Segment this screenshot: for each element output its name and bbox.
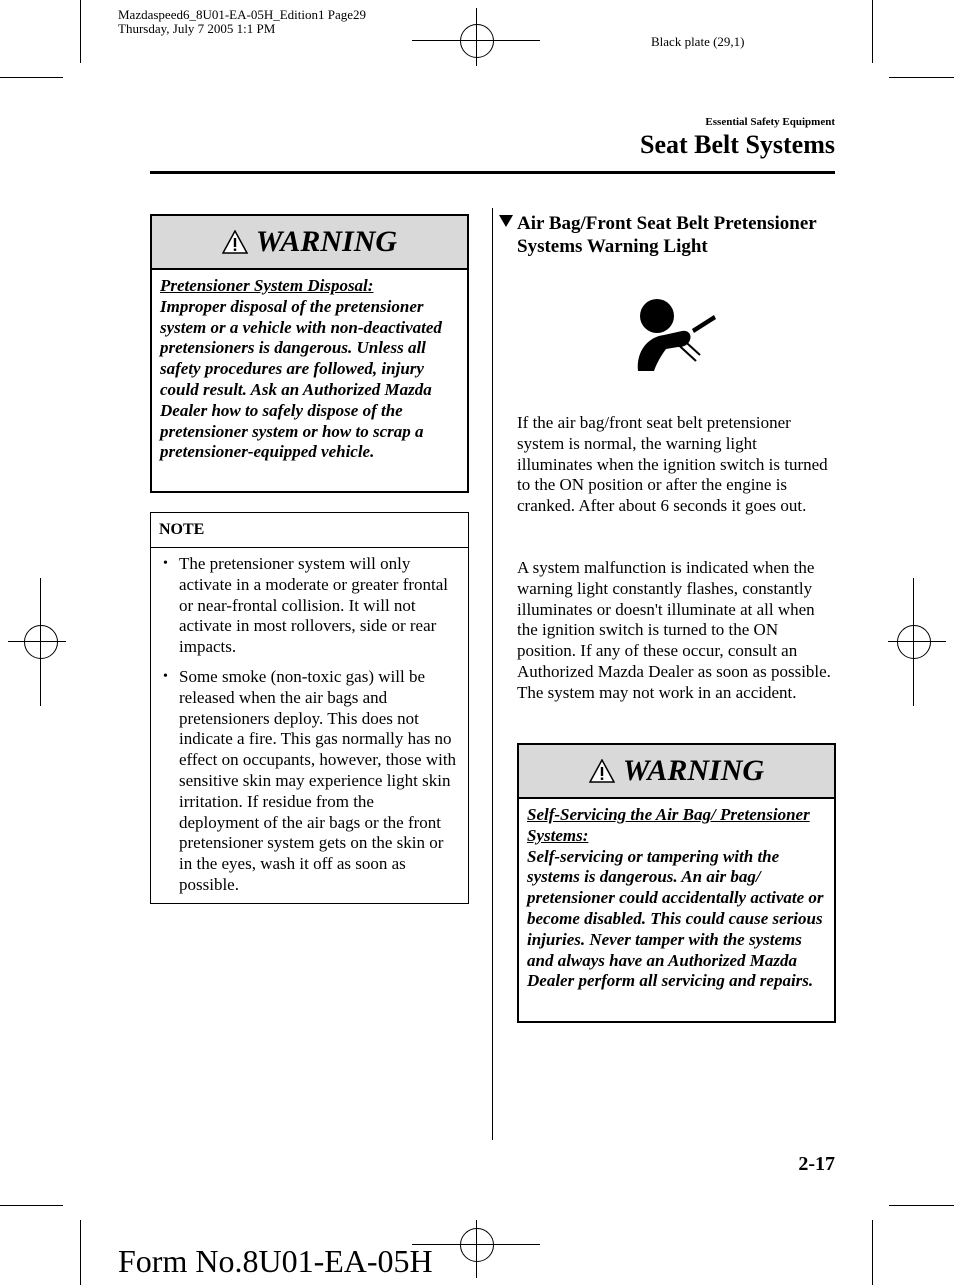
- warning-label: WARNING: [622, 754, 765, 787]
- form-number: Form No.8U01-EA-05H: [118, 1243, 433, 1279]
- print-info: [118, 8, 366, 36]
- print-info-date: Thursday, July 7 2005 1:1 PM: [118, 21, 276, 36]
- print-info-file: Mazdaspeed6_8U01-EA-05H_Edition1 Page29: [118, 7, 367, 22]
- subheading-text: Air Bag/Front Seat Belt Pretensioner Systems Warning Light: [517, 213, 817, 257]
- note-label: NOTE: [151, 513, 468, 548]
- warning-text: Improper disposal of the pretensioner system or a vehicle with non-deactivated pretensioners is dangerous. Unless all safety procedures are followed, injury could result. Ask an Authorized Mazda Dealer how to safely dispose of the pretensioner system or how to scrap a pretensioner-equipped vehicle.: [160, 296, 442, 462]
- warning-triangle-icon: [222, 230, 248, 254]
- warning-label: WARNING: [255, 225, 398, 258]
- warning-header: [519, 745, 834, 799]
- paragraph: If the air bag/front seat belt pretensioner system is normal, the warning light illuminates when the ignition switch is turned to the ON position or after the engine is cranked. After about 6 seconds it goes out.: [517, 413, 828, 516]
- warning-text: Self-servicing or tampering with the systems is dangerous. An air bag/ pretensioner could accidentally activate or become disabled. This could cause serious injuries. Never tamper with the systems and always have an Authorized Mazda Dealer perform all servicing and repairs.: [527, 846, 824, 991]
- note-box: [150, 512, 469, 904]
- warning-box-disposal: [150, 214, 469, 493]
- warning-body: [152, 270, 467, 467]
- note-item: • The pretensioner system will only activate in a moderate or greater frontal or near-frontal collision. It will not activate in most rollovers, side or rear impacts.: [179, 554, 458, 658]
- note-list: [151, 548, 468, 902]
- warning-body: [519, 799, 834, 996]
- warning-box-self-servicing: [517, 743, 836, 1023]
- airbag-warning-light-icon: [630, 295, 720, 375]
- subheading: [517, 212, 837, 258]
- column-divider: [492, 208, 493, 1140]
- warning-header: [152, 216, 467, 270]
- note-item: • Some smoke (non-toxic gas) will be released when the air bags and pretensioners deploy. This does not indicate a fire. This gas normally has no effect on occupants, however, those with sensitive skin may experience light skin irritation. If residue from the deployment of the air bags or the front pretensioner system gets on the skin or in the eyes, wash it off as soon as possible.: [179, 667, 458, 896]
- plate-label: Black plate (29,1): [651, 34, 745, 49]
- down-triangle-icon: [499, 214, 513, 228]
- title-rule: [150, 171, 835, 174]
- warning-triangle-icon: [589, 759, 615, 783]
- page-number: 2-17: [798, 1153, 835, 1175]
- warning-heading: Pretensioner System Disposal:: [160, 276, 374, 295]
- section-name: Essential Safety Equipment: [705, 116, 835, 128]
- paragraph: A system malfunction is indicated when the warning light constantly flashes, constantly illuminates or doesn't illuminate at all when the ignition switch is turned to the ON position. If any of these occur, consult an Authorized Mazda Dealer as soon as possible. The system may not work in an accident.: [517, 558, 831, 702]
- warning-heading: Self-Servicing the Air Bag/ Pretensioner Systems:: [527, 805, 810, 845]
- page-title: Seat Belt Systems: [640, 130, 835, 159]
